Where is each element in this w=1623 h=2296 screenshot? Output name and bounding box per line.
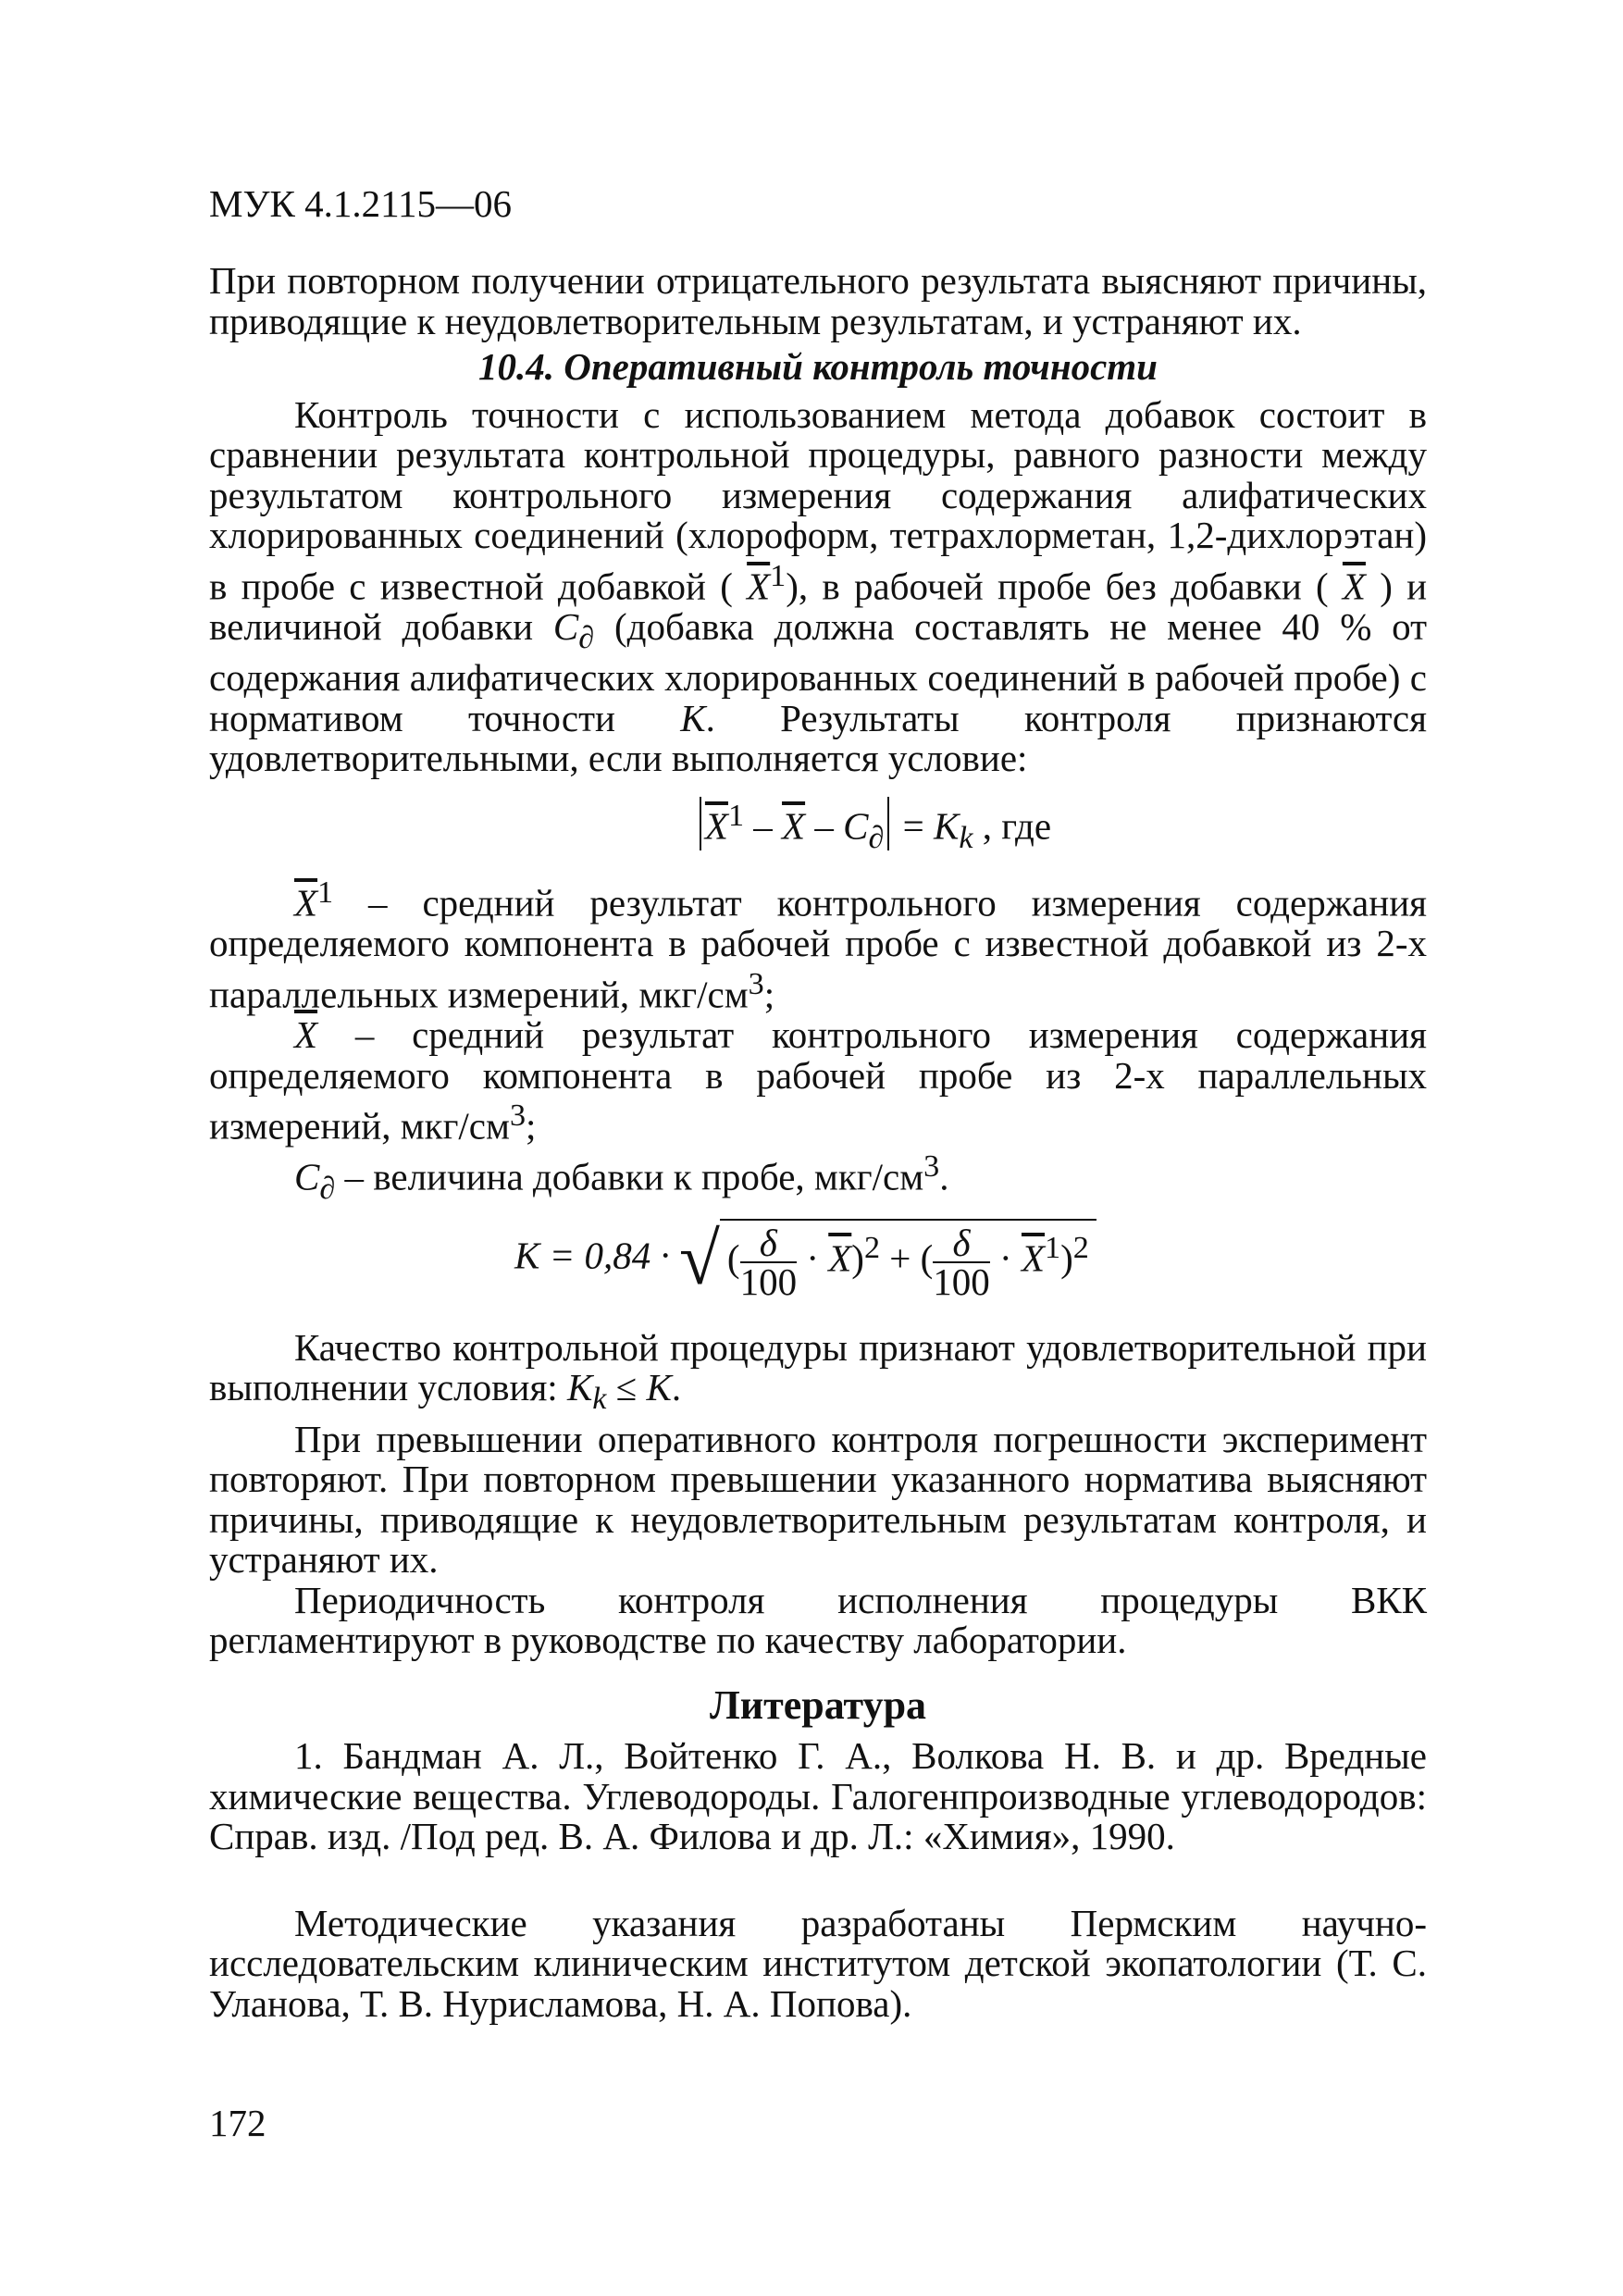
definition-c-d: $C_\partial$ – величина добавки к пробе, мкг/$см^3$. — [294, 1149, 949, 1206]
math-x: $\overline{X}$ — [1342, 565, 1366, 608]
paragraph-quality: Качество контрольной процедуры признают удовлетворительной при выполнении условия: $K_k \le K$. — [209, 1325, 1427, 1417]
math-c-d: $C_\partial$ — [552, 604, 595, 655]
math-x1: $\overline{X}$ — [747, 565, 771, 608]
literature-heading: Литература — [709, 1682, 927, 1728]
body-text — [209, 261, 1427, 2024]
page-number: 172 — [209, 2102, 266, 2144]
math-k: K — [680, 696, 706, 739]
document-code: МУК 4.1.2115—06 — [209, 182, 513, 225]
paragraph-repeat-negative: При повторном получении отрицательного результата выясняют причины, приводящие к неудовлетворительным результатам, и устраняют их. — [209, 259, 1427, 342]
definition-x: $\overline{X}$ – средний результат контрольного измерения содержания определяемого компонента в рабочей пробе из 2-х параллельных измерений, мкг/$см^3$; — [209, 1013, 1427, 1148]
formula-k: K = 0,84 · √ ( $\frac{\delta}{100}$ · $\overline{X})^2$ + ( $\frac{\delta}{100}$ · $\overline{X}^1)^2$ — [514, 1219, 1427, 1311]
literature-item: 1. Бандман А. Л., Войтенко Г. А., Волкова Н. В. и др. Вредные химические вещества. Углеводороды. Галогенпроизводные углеводородов: Справ. изд. /Под ред. В. А. Филова и др. Л.: «Химия», 1990. — [209, 1734, 1427, 1858]
section-heading: 10.4. Оперативный контроль точности — [478, 345, 1158, 388]
definition-x1: $\overline{X}^1$ – средний результат контрольного измерения содержания определяемого компонента в рабочей пробе с известной добавкой из 2-х параллельных измерений, мкг/$см^3$; — [209, 875, 1428, 1016]
credits-paragraph: Методические указания разработаны Пермским научно-исследовательским клиническим институтом детской экопатологии (Т. С. Уланова, Т. В. Нурисламова, Н. А. Попова). — [209, 1901, 1427, 2025]
paragraph-periodicity: Периодичность контроля исполнения процедуры ВКК регламентируют в руководстве по качеству лаборатории. — [209, 1578, 1427, 1662]
paragraph-control-accuracy: Контроль точности с использованием метода добавок состоит в сравнении результата контрольной процедуры, равного разности между результатом контрольного измерения содержания алифатических хлорированных соединений (хлороформ, тетрахлорметан, 1,2-дихлорэтан) в пробе с известной добавкой ( $\overline{X}^1$), в рабочей пробе без добавки ( $\overline{X}$ ) и величиной добавки $C_\partial$ (добавка должна составлять не менее 40 % от содержания алифатических хлорированных соединений в рабочей пробе) с нормативом точности K. Результаты контроля признаются удовлетворительными, если выполняется условие: — [209, 392, 1428, 780]
paragraph-exceed: При превышении оперативного контроля погрешности эксперимент повторяют. При повторном превышении указанного норматива выясняют причины, приводящие к неудовлетворительным результатам контроля, и устраняют их. — [209, 1417, 1427, 1582]
formula-condition: $\overline{X}^1 - \overline{X} - C_\partial = K_k$ , где — [209, 796, 1427, 858]
